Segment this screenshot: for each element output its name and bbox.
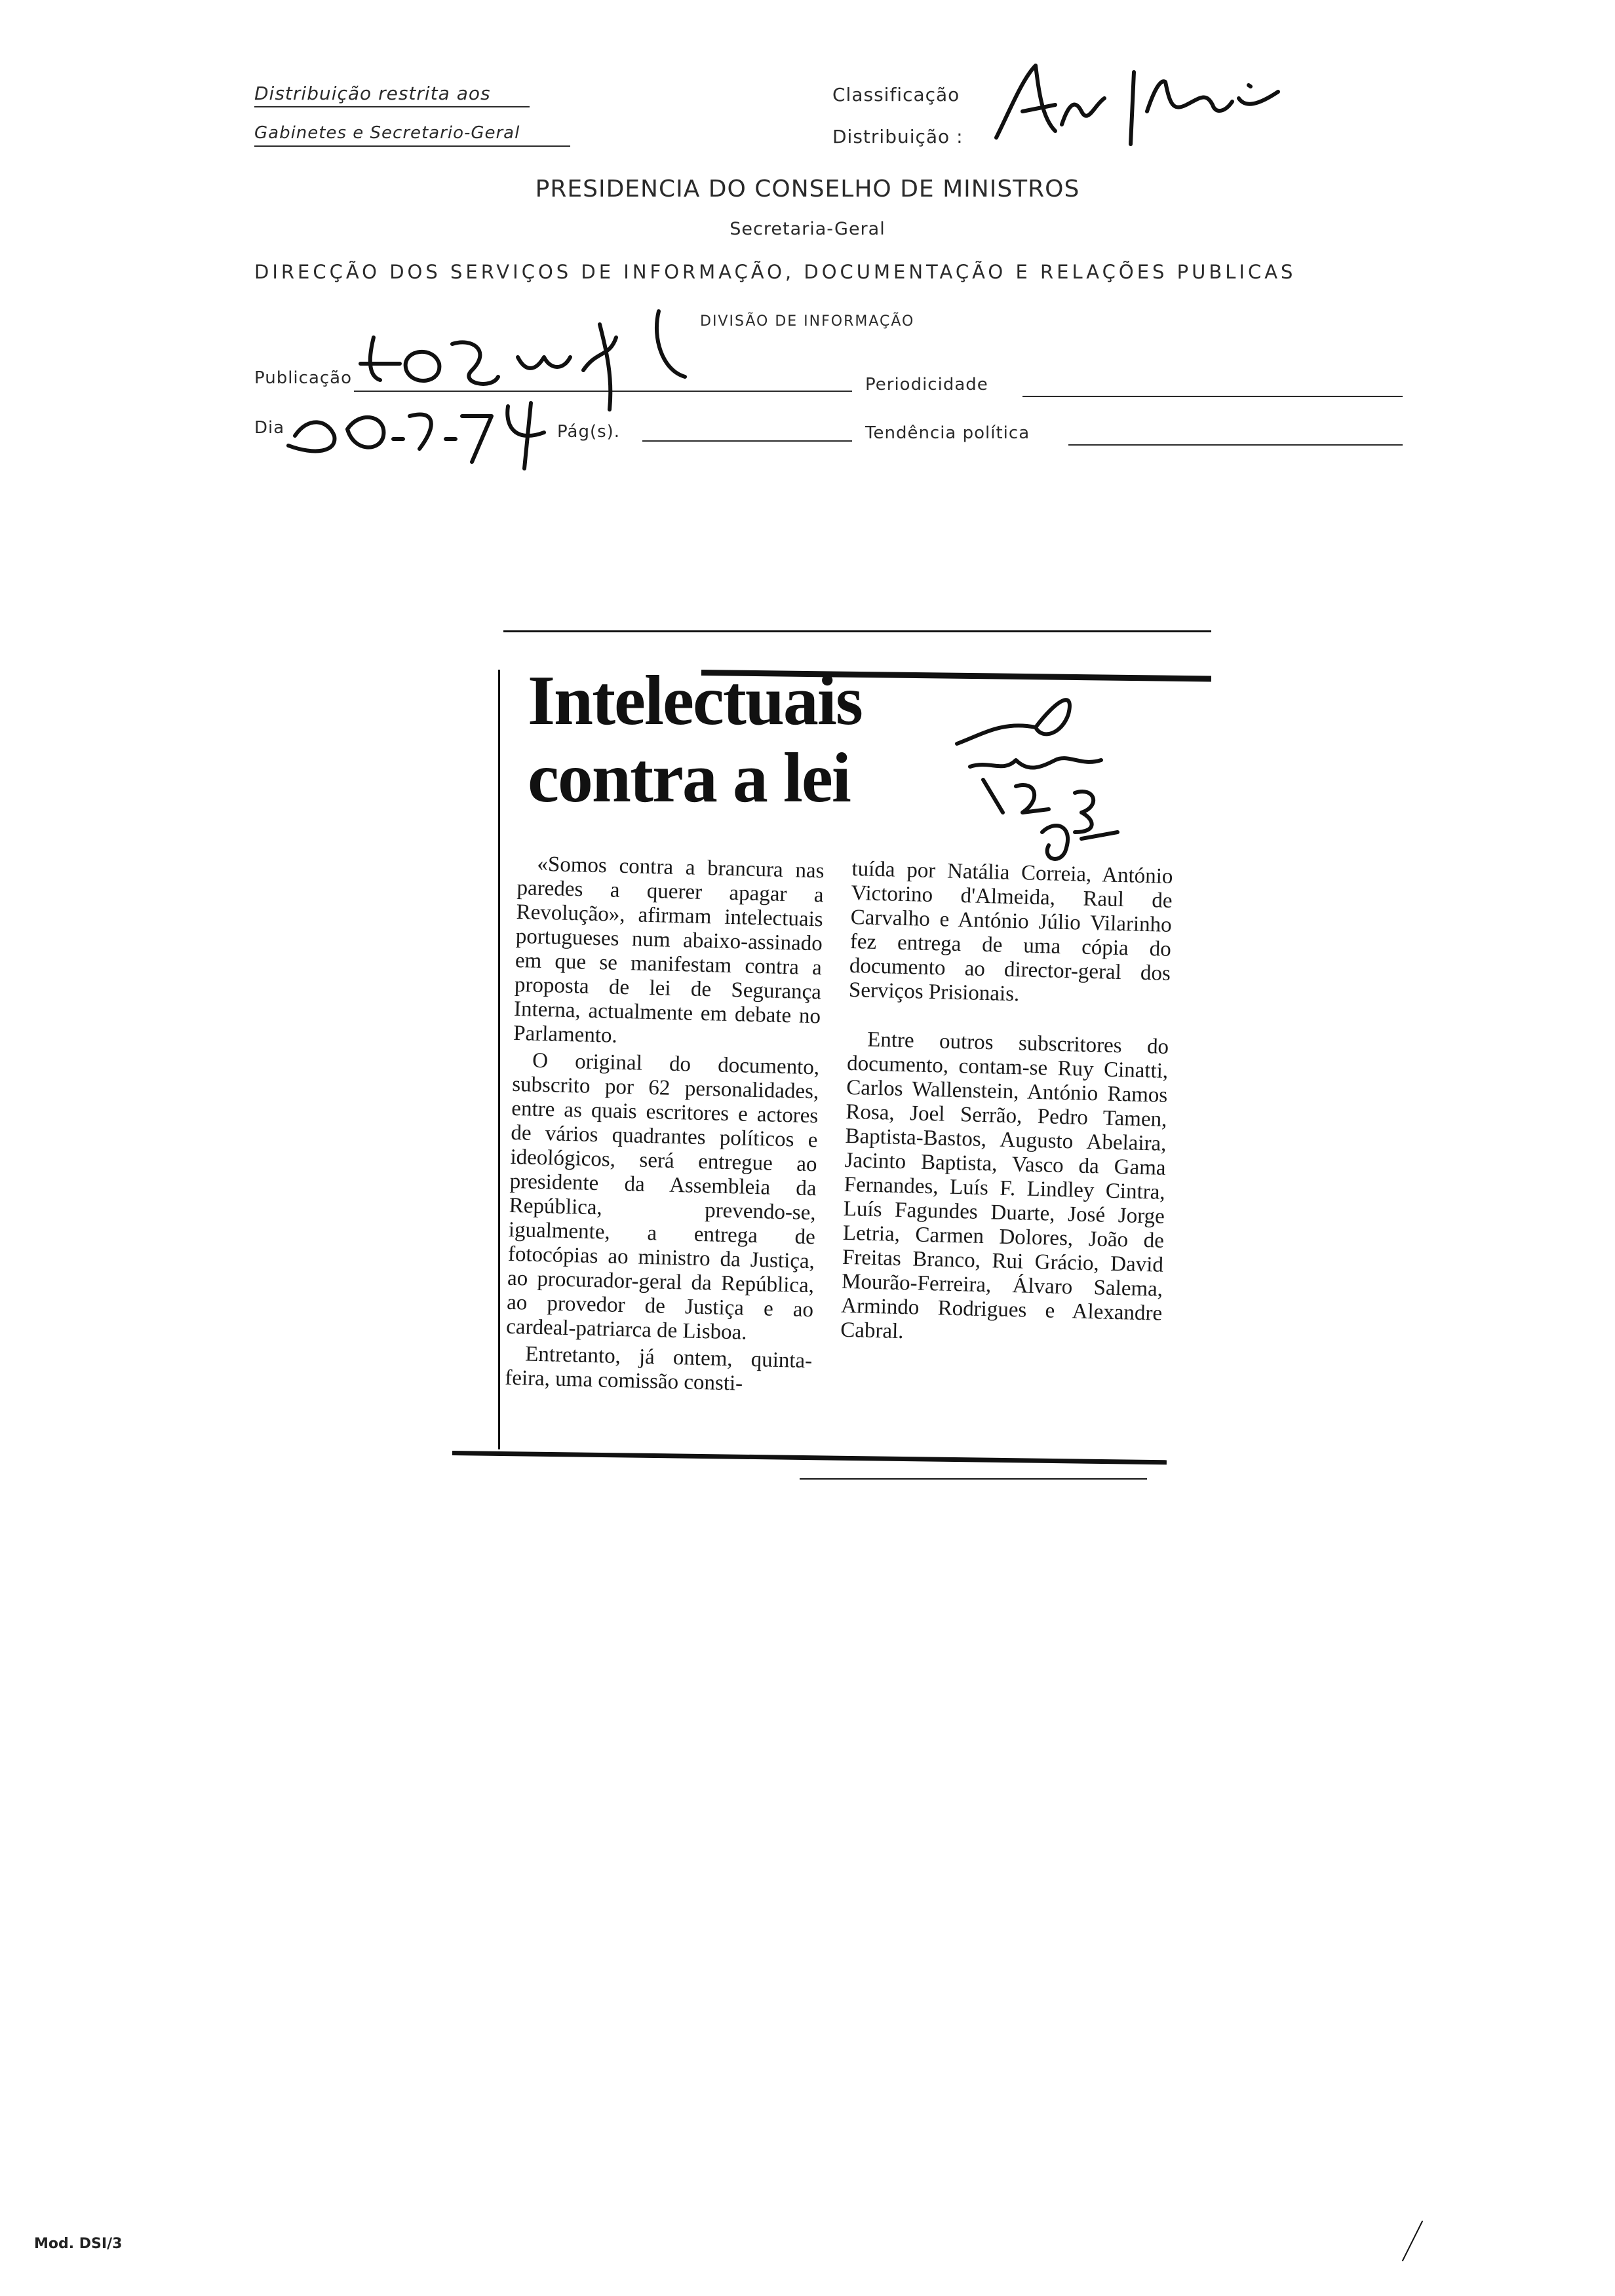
- article-column-1: [505, 852, 825, 1398]
- division-label: DIVISÃO DE INFORMAÇÃO: [700, 313, 915, 330]
- tendencia-label: Tendência política: [865, 423, 1030, 443]
- paragraph: «Somos contra a brancura nas paredes a querer apagar a Revolução», afirmam intelectuais portugueses num abaixo-assinado em que se manifestam contra a proposta de lei de Segurança Interna, actualmente em debate no Parlamento.: [513, 852, 825, 1048]
- dia-label: Dia: [254, 418, 285, 438]
- clipping-top-rule: [503, 630, 1211, 632]
- pag-label: Pág(s).: [557, 422, 621, 442]
- org-title: PRESIDENCIA DO CONSELHO DE MINISTROS: [535, 176, 1080, 202]
- handwritten-date-annotation: [944, 681, 1140, 878]
- handwritten-annotation: [983, 52, 1324, 157]
- direction-line: DIRECÇÃO DOS SERVIÇOS DE INFORMAÇÃO, DOCUMENTAÇÃO E RELAÇÕES PUBLICAS: [254, 261, 1296, 283]
- corner-mark: [1396, 2215, 1435, 2267]
- paragraph: O original do documento, subscrito por 62 personalidades, entre as quais escritores e actores de vários quadrantes políticos e ideológicos, será entregue ao presidente da Assembleia da República, prevendo-se, igualmente, a entrega de fotocópias ao ministro da Justiça, ao procurador-geral da República, ao provedor de Justiça e ao cardeal-patriarca de Lisboa.: [505, 1048, 820, 1345]
- paragraph: tuída por Natália Correia, António Victorino d'Almeida, Raul de Carvalho e António Júlio Vilarinho fez entrega de uma cópia do documento ao director-geral dos Serviços Prisionais.: [848, 857, 1173, 1006]
- periodicidade-label: Periodicidade: [865, 375, 988, 394]
- classificacao-label: Classificação: [832, 84, 960, 105]
- clipping-bottom-rule: [452, 1451, 1167, 1464]
- clipping-bottom-thin-rule: [800, 1478, 1147, 1480]
- clipping-left-border: [498, 670, 500, 1449]
- distribuicao-label: Distribuição :: [832, 126, 963, 147]
- tendencia-field-line: [1068, 444, 1403, 446]
- distribution-line-2: Gabinetes e Secretario-Geral: [254, 123, 520, 143]
- divider: [254, 145, 570, 147]
- handwritten-fill-in: [275, 298, 721, 475]
- headline-line-2: contra a lei: [528, 739, 850, 817]
- form-code: Mod. DSI/3: [34, 2236, 123, 2252]
- org-subtitle: Secretaria-Geral: [730, 219, 885, 239]
- periodicidade-field-line: [1022, 396, 1403, 397]
- divider: [254, 106, 530, 107]
- publicacao-label: Publicação: [254, 368, 353, 388]
- distribution-line-1: Distribuição restrita aos: [254, 83, 491, 104]
- article-column-2: [840, 857, 1173, 1350]
- headline-line-1: Intelectuais: [528, 662, 862, 740]
- paragraph: Entretanto, já ontem, quinta-feira, uma comissão consti-: [504, 1342, 813, 1396]
- paragraph: Entre outros subscritores do documento, contam-se Ruy Cinatti, Carlos Wallenstein, António Ramos Rosa, Joel Serrão, Pedro Tamen, Baptista-Bastos, Augusto Abelaira, Jacinto Baptista, Vasco da Gama Fernandes, Luís F. Lindley Cintra, Luís Fagundes Duarte, José Jorge Letria, Carmen Dolores, João de Freitas Branco, Rui Grácio, David Mourão-Ferreira, Álvaro Salema, Armindo Rodrigues e Alexandre Cabral.: [840, 1027, 1169, 1344]
